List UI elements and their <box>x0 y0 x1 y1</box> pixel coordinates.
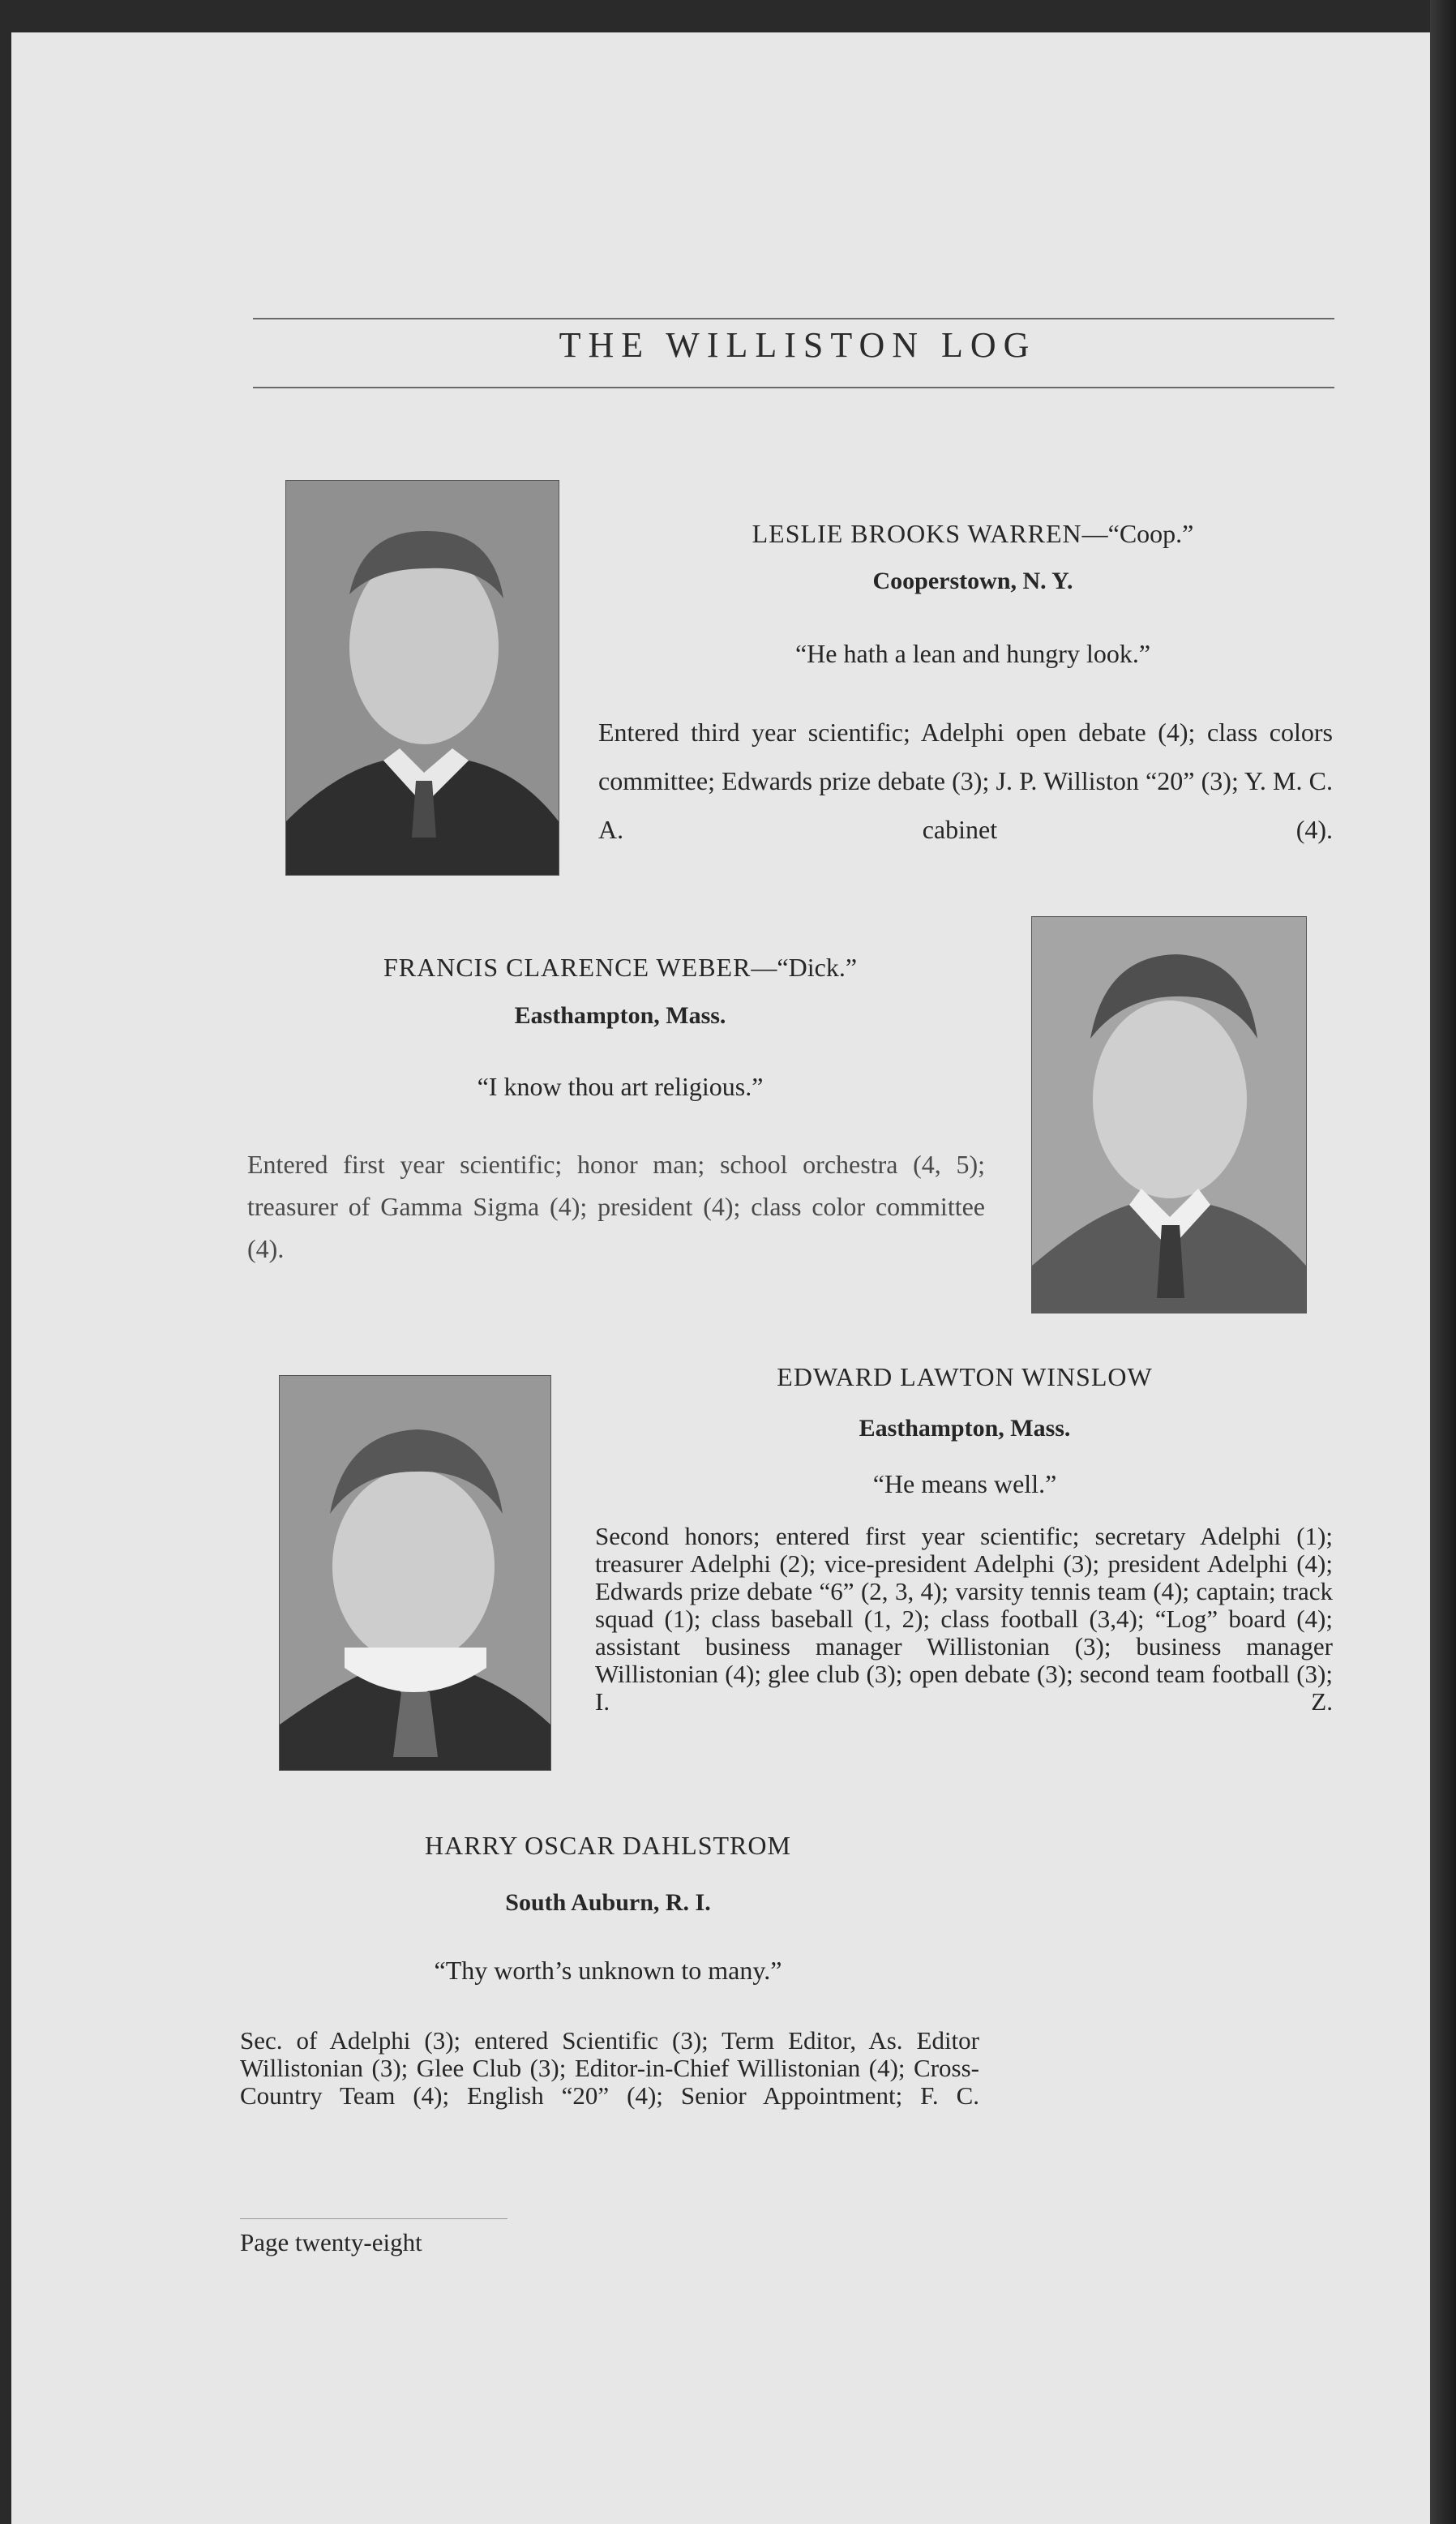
page-header-title: THE WILLISTON LOG <box>559 325 1037 365</box>
entry-name-warren <box>616 519 1330 549</box>
header-rule-top <box>253 318 1334 319</box>
page-number-label: Page twenty-eight <box>240 2228 422 2256</box>
header-rule-bottom <box>253 387 1334 388</box>
entry-quote-dahlstrom: “Thy worth’s unknown to many.” <box>434 1956 782 1985</box>
entry-body-dahlstrom: Sec. of Adelphi (3); entered Scientific (3); Term Editor, As. Editor Willistonian (3); Glee Club (3); Editor-in-Chief Willistonian (4); Cross-Country Team (4); English “20” (4); Senior Appointment; F. C. <box>240 2026 979 2110</box>
entry-name-text: EDWARD LAWTON WINSLOW <box>777 1362 1153 1391</box>
entry-name-winslow <box>600 1362 1330 1392</box>
portrait-photo-winslow <box>279 1375 551 1771</box>
portrait-photo-warren <box>285 480 559 876</box>
entry-town-weber: Easthampton, Mass. <box>514 1002 726 1029</box>
entry-quote-winslow: “He means well.” <box>872 1469 1057 1498</box>
entry-name-text: FRANCIS CLARENCE WEBER <box>383 953 752 982</box>
entry-name-dahlstrom <box>243 1831 973 1861</box>
entry-name-text: HARRY OSCAR DAHLSTROM <box>425 1831 791 1860</box>
footer-rule <box>240 2218 507 2219</box>
entry-body-warren: Entered third year scientific; Adelphi open debate (4); class colors committee; Edwards prize debate (3); J. P. Williston “20” (3); Y. M. C. A. cabinet (4). <box>598 718 1333 844</box>
entry-quote-warren: “He hath a lean and hungry look.” <box>794 639 1151 668</box>
entry-body-weber: Entered first year scientific; honor man; school orchestra (4, 5); treasurer of Gamma Sigma (4); president (4); class color committee (4). <box>247 1150 985 1263</box>
entry-town-winslow: Easthampton, Mass. <box>859 1415 1071 1442</box>
entry-quote-weber: “I know thou art religious.” <box>477 1072 764 1101</box>
entry-nickname: —“Dick.” <box>751 953 858 982</box>
portrait-photo-weber <box>1031 916 1307 1313</box>
entry-nickname: —“Coop.” <box>1081 519 1194 548</box>
entry-name-text: LESLIE BROOKS WARREN <box>752 519 1082 548</box>
entry-body-winslow: Second honors; entered first year scientific; secretary Adelphi (1); treasurer Adelphi (2); vice-president Adelphi (3); president Adelphi (4); Edwards prize debate “6” (2, 3, 4); varsity tennis team (4); captain; track squad (1); class baseball (1, 2); class football (3,4); “Log” board (4); assistant business manager Willistonian (3); business manager Willistonian (4); glee club (3); open debate (3); second team football (3); I. Z. <box>595 1522 1333 1716</box>
entry-town-dahlstrom: South Auburn, R. I. <box>505 1889 711 1916</box>
book-spine <box>1430 0 1456 2524</box>
entry-town-warren: Cooperstown, N. Y. <box>872 568 1073 594</box>
entry-name-weber <box>243 953 997 983</box>
